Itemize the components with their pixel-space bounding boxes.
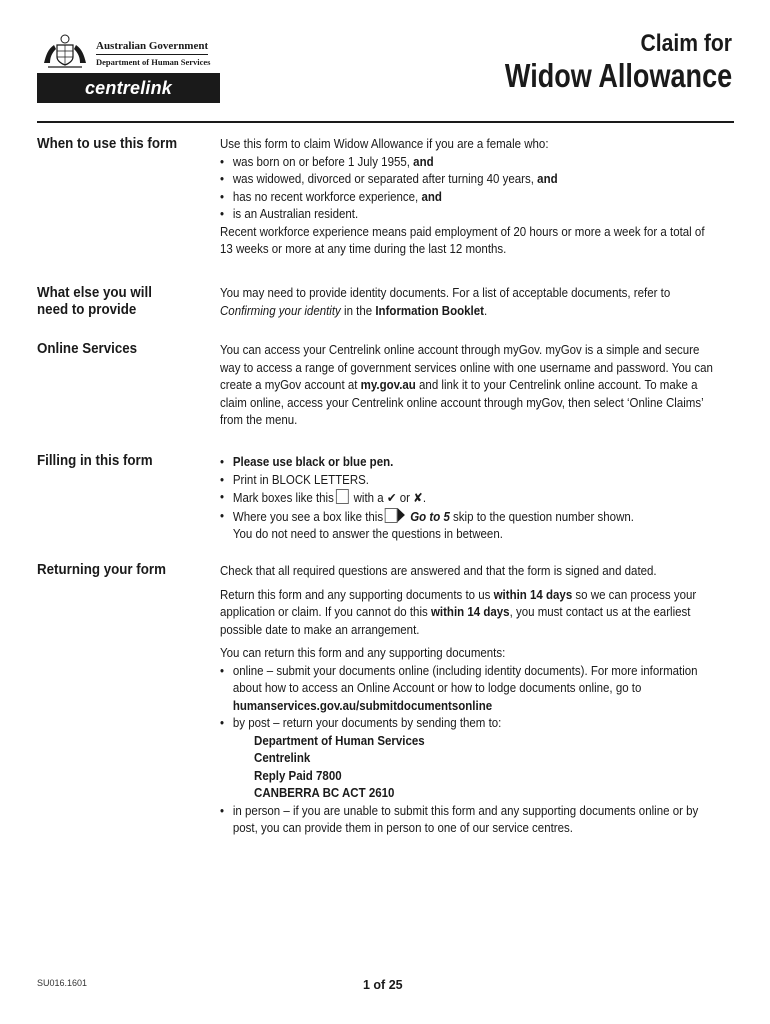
list-item: • by post – return your documents by sending them to: [220, 716, 502, 730]
header-divider [96, 54, 208, 55]
filling-heading: Filling in this form [37, 453, 153, 469]
goto-label: Go to 5 [410, 509, 450, 524]
address-line: CANBERRA BC ACT 2610 [254, 786, 395, 800]
tick-mark-icon: ✔ [386, 491, 397, 505]
page-number: 1 of 25 [363, 978, 403, 992]
goto-arrow-icon [385, 508, 405, 523]
centrelink-logo [37, 73, 220, 103]
address-line: Centrelink [254, 751, 311, 765]
list-item: • in person – if you are unable to submit this form and any supporting documents online or by post, you can provide them in person to one of our service centres. [220, 803, 699, 835]
when-heading: When to use this form [37, 136, 178, 152]
list-item: • was born on or before 1 July 1955, and [220, 154, 434, 169]
list-item: • Print in BLOCK LETTERS. [220, 472, 370, 487]
header-rule [37, 121, 734, 123]
list-item: • was widowed, divorced or separated after turning 40 years, and [220, 172, 558, 186]
mygov-link[interactable]: my.gov.au [360, 378, 416, 392]
government-name: Australian Government [96, 40, 209, 52]
what-else-heading: What else you will need to provide [37, 285, 152, 318]
list-item: • Where you see a box like this Go to 5 skip to the question number shown. [220, 508, 634, 524]
form-title-line1: Claim for [640, 30, 732, 57]
doc-reference: Confirming your identity [220, 303, 341, 318]
cross-mark-icon: ✘ [413, 491, 423, 505]
list-item: • is an Australian resident. [220, 207, 359, 221]
booklet-reference: Information Booklet [375, 303, 484, 318]
when-body [220, 136, 717, 259]
department-name: Department of Human Services [96, 57, 211, 67]
list-item: • online – submit your documents online (including identity documents). For more information about how to access an Online Account or how to lodge documents online, go to humanservices.gov.au/submitdocumentsonline [220, 663, 698, 713]
submit-documents-link[interactable]: humanservices.gov.au/submitdocumentsonline [232, 698, 493, 713]
returning-body: Check that all required questions are answered and that the form is signed and dated. Return this form and any supporting documents to us within 14 days so we can process your application or claim. If you cannot do this within 14 days, you must contact us at the earliest possible date to make an arrangement. You can return this form and any supporting documents: • online – submit your documents online (including identity documents). For more information about how to access an Online Account or how to lodge documents online, go to humanservices.gov.au/submitdocumentsonline • by post – return your documents by sending them to: Department of Human Services Centrelink Reply Paid 7800 CANBERRA BC ACT 2610 • in person – if you are unable to submit this form and any supporting documents online or by post, you can provide them in person to one of our service centres. [220, 563, 717, 838]
list-item: • Please use black or blue pen. [220, 455, 394, 469]
coat-of-arms-icon [40, 33, 90, 69]
address-line: Reply Paid 7800 [254, 768, 342, 783]
list-item: • Mark boxes like this with a ✔ or ✘. [220, 490, 427, 505]
when-note: Recent workforce experience means paid employment of 20 hours or more a week for a total of 13 weeks or more at any time during the last 12 months. [220, 224, 705, 256]
form-code: SU016.1601 [37, 978, 88, 988]
filling-body: • Please use black or blue pen. • Print in BLOCK LETTERS. • Mark boxes like this with a ✔ or ✘. • Where you see a box like this Go to 5 skip to the question number shown. You do not need to answer the questions in between. [220, 454, 717, 544]
when-intro: Use this form to claim Widow Allowance if you are a female who: [220, 137, 549, 151]
example-checkbox [336, 489, 349, 504]
address-line: Department of Human Services [254, 733, 425, 748]
list-item: • has no recent workforce experience, and [220, 189, 442, 204]
online-heading: Online Services [37, 341, 138, 357]
returning-heading: Returning your form [37, 562, 166, 578]
form-title-line2: Widow Allowance [504, 57, 732, 94]
what-else-body: You may need to provide identity documents. For a list of acceptable documents, refer to Confirming your identity in the Information Booklet. [220, 286, 671, 318]
brand-text: centrelink [84, 77, 173, 98]
online-body: You can access your Centrelink online account through myGov. myGov is a simple and secure way to access a range of government services online with one username and password. You can create a myGov account at my.gov.au and link it to your Centrelink online account. To make a claim online, access your Centrelink online account through myGov, then select ‘Online Claims’ from the menu. [220, 343, 713, 427]
